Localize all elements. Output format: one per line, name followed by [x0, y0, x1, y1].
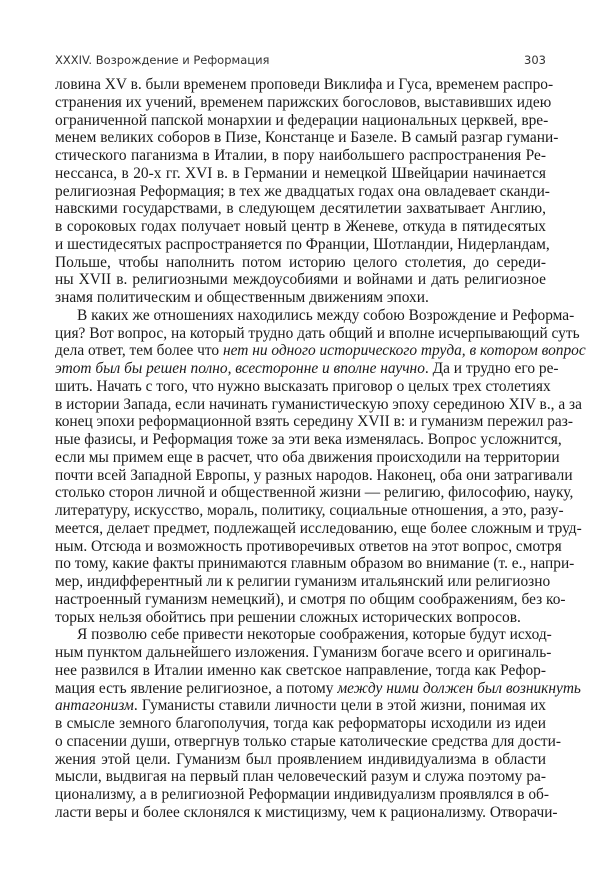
text-line: [55, 254, 546, 272]
text-line: [55, 218, 546, 236]
text-line: [55, 147, 546, 165]
text-line: [55, 609, 546, 627]
text-segment: ограниченной папской монархии и федерации национальных церквей, вре-: [55, 111, 549, 129]
page-body: [55, 76, 586, 822]
text-segment: если мы примем еще в расчет, что оба движения происходили на территории: [55, 448, 560, 466]
text-line: [55, 413, 573, 431]
text-line: [55, 555, 575, 573]
paragraph: [55, 76, 559, 307]
text-line: [55, 768, 546, 786]
text-segment: ные фазисы, и Реформация тоже за эти века изменялась. Вопрос усложнится,: [55, 431, 562, 448]
text-line: [55, 342, 586, 360]
text-line: [55, 803, 558, 822]
text-line: [55, 431, 562, 449]
text-segment: Я позволю себе привести некоторые соображения, которые будут исход-: [77, 626, 552, 644]
text-segment: стического паганизма в Италии, в пору наибольшего распространения Ре-: [55, 147, 546, 164]
text-segment: навскими государствами, в следующем десятилетии захватывает Англию,: [55, 200, 546, 218]
text-segment: в истории Запада, если начинать гуманистическую эпоху серединою XIV в., а за: [55, 395, 582, 413]
text-segment: литературу, искусство, мораль, политику, социальные отношения, а это, разу-: [55, 502, 564, 519]
paragraph: [55, 626, 581, 821]
text-segment: по тому, какие факты принимаются главным образом во внимание (т. е., напри-: [55, 555, 575, 573]
italic-text: между ними должен был возникнуть: [337, 679, 581, 697]
text-line: [55, 306, 575, 325]
text-segment: в сороковых годах получает новый центр в Женеве, откуда в пятидесятых: [55, 218, 546, 235]
page-number: 303: [524, 53, 546, 67]
text-line: [55, 573, 551, 591]
paragraph: [55, 306, 586, 627]
text-line: [55, 271, 546, 289]
text-line: [55, 93, 552, 112]
text-segment: меется, делает предмет, подлежащей исследованию, еще более сложным и труд-: [55, 519, 582, 537]
text-segment: дела ответ, тем более что: [55, 342, 223, 360]
text-segment: ным. Отсюда и возможность противоречивых ответов на этот вопрос, смотря: [55, 537, 562, 555]
text-line: [55, 395, 582, 414]
text-line: [55, 626, 552, 644]
text-segment: настроенный гуманизм немецкий), и смотря по общим соображениям, без ко-: [55, 590, 566, 608]
text-segment: мысли, выдвигая на первый план человеческий разум и служа поэтому ра-: [55, 768, 546, 786]
text-segment: ным пунктом дальнейшего изложения. Гуманизм богаче всего и оригиналь-: [55, 644, 552, 661]
italic-text: нет ни одного исторического труда, в котором вопрос: [222, 342, 586, 360]
text-line: [55, 448, 560, 467]
text-line: [55, 324, 580, 343]
text-line: [55, 484, 574, 502]
text-line: [55, 697, 546, 715]
text-line: [55, 182, 550, 201]
text-segment: жения этой цели. Гуманизм был проявлением индивидуализма в области: [55, 750, 546, 768]
text-line: [55, 590, 566, 609]
text-segment: ция? Вот вопрос, на который трудно дать общий и вполне исчерпывающий суть: [55, 324, 580, 342]
text-segment: менем великих соборов в Пизе, Констанце и Базеле. В самый разгар гумани-: [55, 129, 559, 147]
text-segment: нессанса, в 20-х гг. XVI в. в Германии и немецкой Швейцарии начинается: [55, 164, 546, 182]
text-line: [55, 76, 554, 94]
running-header: [55, 53, 546, 67]
text-line: [55, 679, 581, 698]
text-segment: знамя политическим и общественным движениям эпохи.: [55, 289, 429, 306]
text-line: [55, 466, 573, 485]
italic-text: этот был бы решен полно, всесторонне и вполне научно: [55, 360, 425, 377]
text-line: [55, 289, 546, 307]
text-line: [55, 732, 562, 751]
text-segment: . Да и трудно его ре-: [424, 360, 559, 377]
text-segment: ны XVII в. религиозными междоусобиями и войнами и дать религиозное: [55, 271, 546, 289]
text-line: [55, 377, 551, 396]
text-segment: . Гуманисты ставили личности цели в этой жизни, понимая их: [133, 697, 546, 715]
text-segment: мация есть явление религиозное, а потому: [55, 679, 338, 697]
text-segment: ласти веры и более склонялся к мистицизму, чем к рационализму. Отворачи-: [55, 803, 558, 821]
italic-text: антагонизм: [55, 697, 134, 715]
text-line: [55, 235, 550, 254]
text-line: [55, 537, 562, 556]
text-line: [55, 751, 546, 769]
text-line: [55, 662, 546, 680]
text-segment: нее развился в Италии именно как светское направление, тогда как Рефор-: [55, 661, 546, 679]
text-segment: и шестидесятых распространяется по Франции, Шотландии, Нидерландам,: [55, 235, 550, 253]
text-segment: шить. Начать с того, что нужно высказать приговор о целых трех столетиях: [55, 377, 551, 395]
text-segment: почти всей Западной Европы, у разных народов. Наконец, оба они затрагивали: [55, 466, 573, 484]
text-line: [55, 165, 546, 183]
text-line: [55, 111, 549, 130]
text-segment: ционализму, а в религиозной Реформации индивидуализм проявлялся в об-: [55, 786, 549, 803]
text-line: [55, 129, 559, 147]
text-line: [55, 200, 546, 218]
running-title: XXXIV. Возрождение и Реформация: [55, 53, 270, 67]
text-line: [55, 786, 549, 804]
text-segment: ловина XV в. были временем проповеди Виклифа и Гуса, временем распро-: [55, 76, 554, 93]
text-line: [55, 715, 546, 733]
text-segment: торых нельзя обойтись при решении сложных исторических вопросов.: [55, 608, 521, 626]
text-segment: в смысле земного благополучия, тогда как реформаторы исходили из идеи: [55, 715, 546, 732]
text-segment: конец эпохи реформационной взять середину XVII в: и гуманизм пережил раз-: [55, 413, 573, 431]
text-segment: странения их учений, временем парижских богословов, выставивших идею: [55, 93, 552, 111]
text-segment: о спасении души, отвергнув только старые католические средства для дости-: [55, 732, 562, 750]
text-segment: религиозная Реформация; в тех же двадцатых годах она овладевает сканди-: [55, 182, 550, 200]
text-segment: В каких же отношениях находились между собою Возрождение и Реформа-: [77, 306, 575, 324]
text-line: [55, 644, 552, 662]
text-segment: Польше, чтобы наполнить потом историю целого столетия, до середи-: [55, 253, 546, 271]
text-segment: столько сторон личной и общественной жизни — религию, философию, науку,: [55, 484, 574, 502]
text-segment: мер, индифферентный ли к религии гуманизм итальянский или религиозно: [55, 573, 551, 590]
text-line: [55, 519, 582, 538]
text-line: [55, 502, 564, 520]
text-line: [55, 360, 559, 378]
